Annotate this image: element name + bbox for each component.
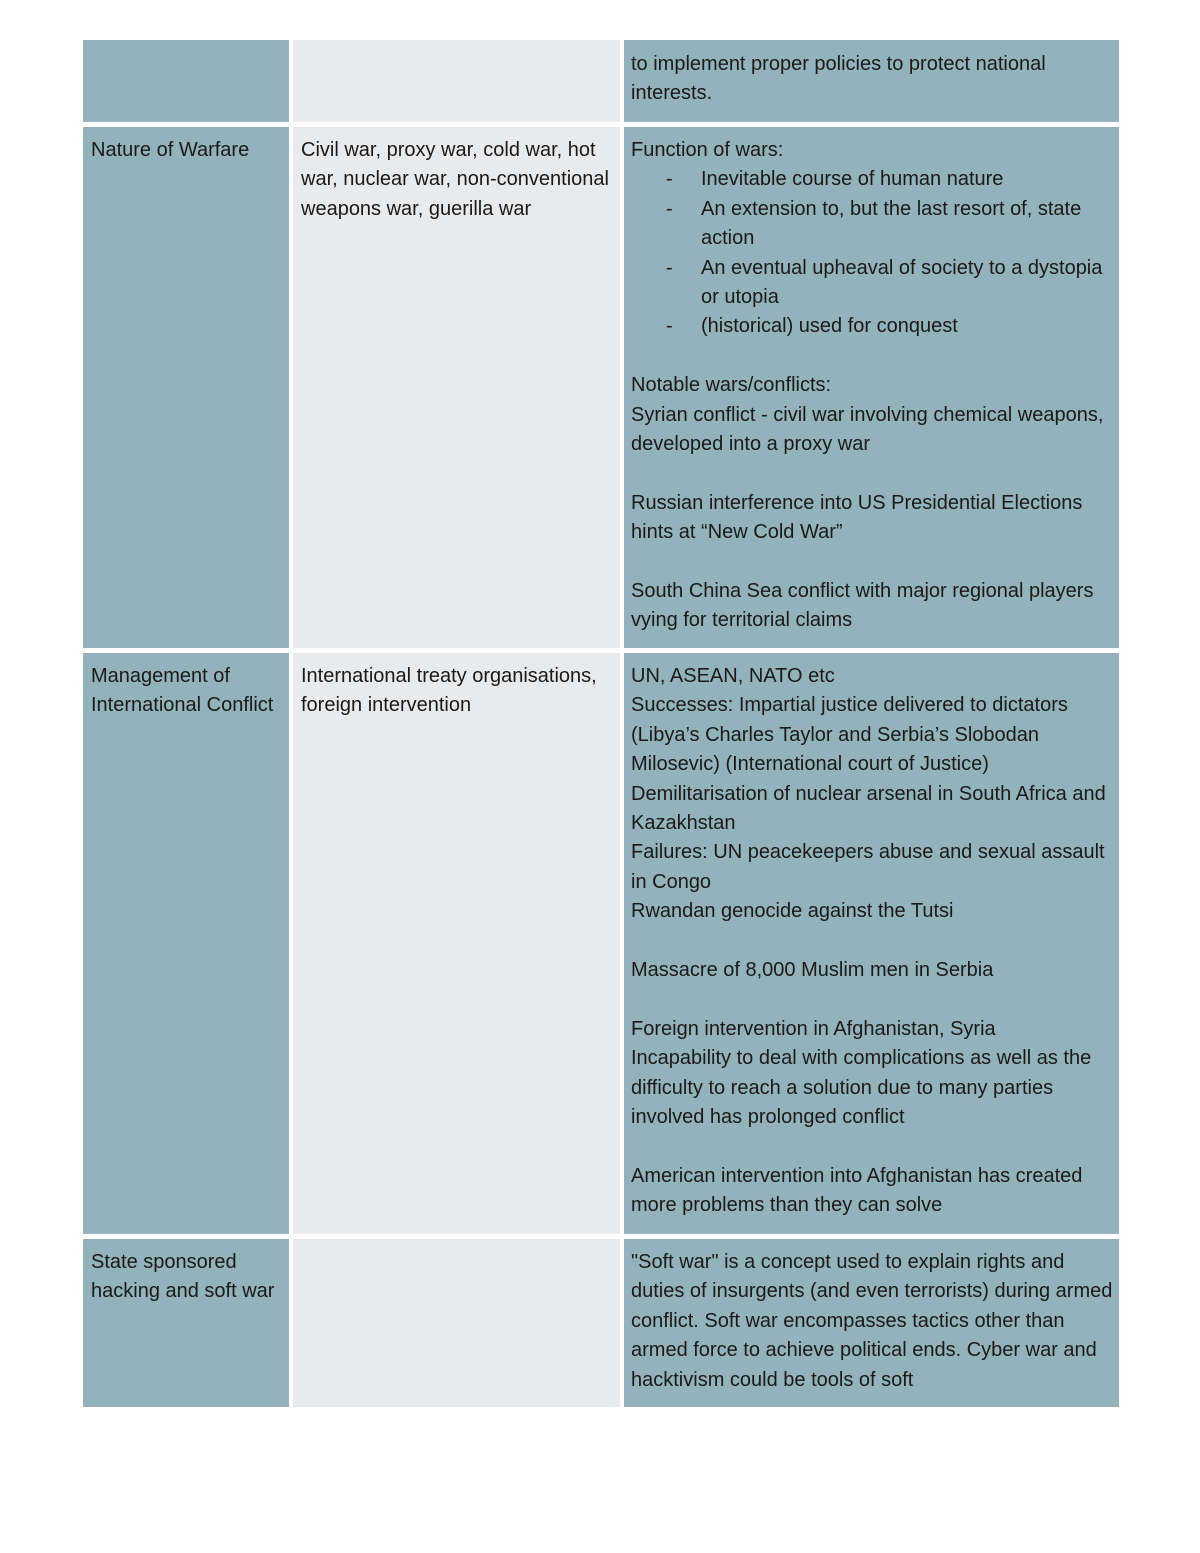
note-paragraph: Syrian conflict - civil war involving chemical weapons, developed into a proxy war: [631, 403, 1104, 456]
note-paragraph: Foreign intervention in Afghanistan, Syria: [631, 1017, 996, 1040]
topic-cell: State sponsored hacking and soft war: [83, 1239, 289, 1407]
list-item-text: An extension to, but the last resort of, state action: [701, 197, 1082, 250]
examples-cell: International treaty organisations, foreign intervention: [293, 653, 620, 1234]
examples-cell: [293, 40, 620, 122]
note-paragraph: Function of wars:: [631, 139, 784, 161]
blank-line: [631, 342, 1113, 371]
note-paragraph: South China Sea conflict with major regional players vying for territorial claims: [631, 580, 1094, 632]
note-paragraph: Notable wars/conflicts:: [631, 374, 832, 397]
list-marker: -: [666, 197, 673, 220]
list-marker: -: [666, 256, 673, 279]
list-item: [631, 195, 1113, 254]
examples-cell: Civil war, proxy war, cold war, hot war, nuclear war, non-conventional weapons war, guerilla war: [293, 127, 620, 648]
list-item-text: Inevitable course of human nature: [701, 168, 1004, 191]
list-item: [631, 312, 1113, 341]
notes-table: [83, 40, 1119, 1412]
list-marker: -: [666, 315, 673, 338]
list-item: [631, 165, 1113, 194]
blank-line: [631, 459, 1113, 488]
topic-cell: Nature of Warfare: [83, 127, 289, 648]
note-paragraph: American intervention into Afghanistan has created more problems than they can solve: [631, 1164, 1083, 1217]
examples-cell: [293, 1239, 620, 1407]
blank-line: [631, 985, 1113, 1014]
note-paragraph: to implement proper policies to protect national interests.: [631, 53, 1046, 105]
notes-cell: [624, 1239, 1119, 1407]
blank-line: [631, 927, 1113, 956]
table-row: [83, 127, 1119, 648]
note-paragraph: Successes: Impartial justice delivered to dictators (Libya’s Charles Taylor and Serbia’s Slobodan Milosevic) (International court of Justice): [631, 694, 1068, 776]
note-paragraph: Failures: UN peacekeepers abuse and sexual assault in Congo: [631, 841, 1105, 893]
notes-cell: [624, 653, 1119, 1234]
note-paragraph: UN, ASEAN, NATO etc: [631, 665, 835, 687]
note-paragraph: Rwandan genocide against the Tutsi: [631, 900, 954, 923]
list-item-text: An eventual upheaval of society to a dystopia or utopia: [701, 256, 1103, 309]
note-paragraph: "Soft war" is a concept used to explain rights and duties of insurgents (and even terrorists) during armed conflict. Soft war encompasses tactics other than armed force to achieve political ends. Cyber war and hacktivism could be tools of soft: [631, 1251, 1113, 1391]
table-row: [83, 653, 1119, 1234]
table-row: [83, 1239, 1119, 1407]
list-marker: -: [666, 168, 673, 191]
notes-cell: [624, 40, 1119, 122]
topic-cell: [83, 40, 289, 122]
topic-cell: Management of International Conflict: [83, 653, 289, 1234]
list-item: [631, 254, 1113, 313]
blank-line: [631, 1132, 1113, 1161]
note-paragraph: Russian interference into US Presidential Elections hints at “New Cold War”: [631, 491, 1083, 544]
blank-line: [631, 548, 1113, 577]
table-row: [83, 40, 1119, 122]
note-paragraph: Demilitarisation of nuclear arsenal in South Africa and Kazakhstan: [631, 782, 1106, 835]
notes-cell: [624, 127, 1119, 648]
list-item-text: (historical) used for conquest: [701, 315, 958, 338]
note-paragraph: Massacre of 8,000 Muslim men in Serbia: [631, 959, 994, 982]
note-paragraph: Incapability to deal with complications as well as the difficulty to reach a solution due to many parties involved has prolonged conflict: [631, 1047, 1092, 1129]
